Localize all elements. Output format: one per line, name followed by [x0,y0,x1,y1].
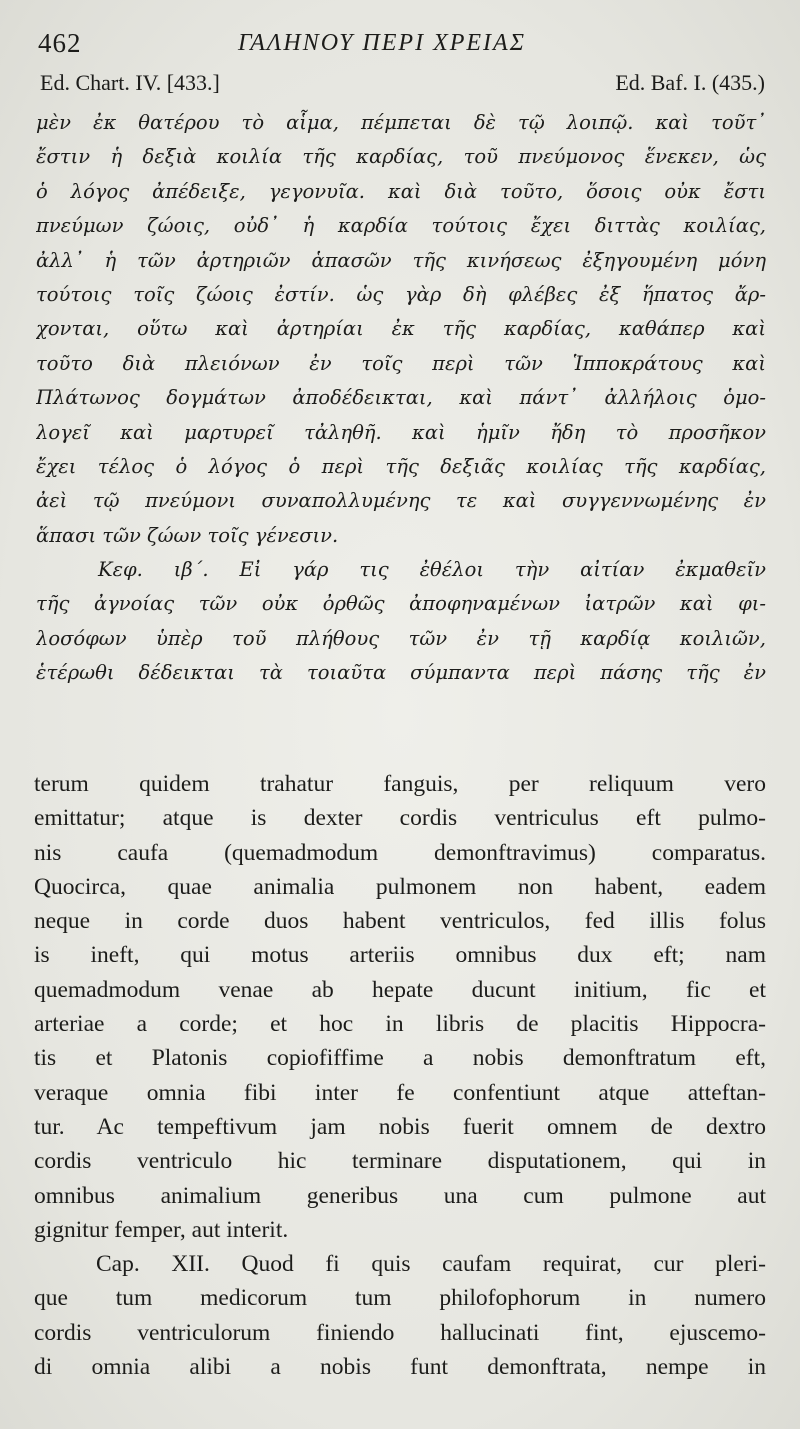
latin-line: Quocirca, quae animalia pulmonem non habent, eadem [34,873,766,900]
greek-line: λογεῖ καὶ μαρτυρεῖ τἀληθῆ. καὶ ἡμῖν ἤδη τὸ προσῆκον [36,420,766,444]
latin-line: quemadmodum venae ab hepate ducunt initium, fic et [34,976,766,1003]
latin-line: que tum medicorum tum philofophorum in numero [34,1285,766,1312]
greek-line: τούτοις τοῖς ζώοις ἐστίν. ὡς γὰρ δὴ φλέβες ἐξ ἥπατος ἄρ- [36,282,766,306]
latin-line: is ineft, qui motus arteriis omnibus dux eft; nam [34,942,766,969]
latin-line: nis caufa (quemadmodum demonftravimus) comparatus. [34,839,766,866]
latin-line: neque in corde duos habent ventriculos, fed illis folus [34,908,766,935]
greek-line: λοσόφων ὑπὲρ τοῦ πλήθους τῶν ἐν τῇ καρδίᾳ κοιλιῶν, [36,626,766,650]
latin-line: di omnia alibi a nobis funt demonftrata, nempe in [34,1354,766,1381]
edition-basel-reference: Ed. Baf. I. (435.) [615,70,765,95]
latin-line: arteriae a corde; et hoc in libris de placitis Hippocra- [34,1011,766,1038]
latin-line: emittatur; atque is dexter cordis ventriculus eft pulmo- [34,805,766,832]
greek-line: ἀλλ᾽ ἡ τῶν ἀρτηριῶν ἁπασῶν τῆς κινήσεως ἐξηγουμένη μόνη [36,248,766,272]
greek-line: τοῦτο διὰ πλειόνων ἐν τοῖς περὶ τῶν Ἱπποκράτους καὶ [36,351,766,375]
latin-line: terum quidem trahatur fanguis, per reliquum vero [34,771,766,797]
greek-line: μὲν ἐκ θατέρου τὸ αἷμα, πέμπεται δὲ τῷ λοιπῷ. καὶ τοῦτ᾽ [36,111,766,134]
page-header [38,24,768,64]
latin-line: tis et Platonis copiofiffime a nobis demonftratum eft, [34,1045,766,1072]
greek-line: ἅπασι τῶν ζώων τοῖς γένεσιν. [36,523,339,547]
greek-chapter-heading-line: Κεφ. ιβ΄. Εἰ γάρ τις ἐθέλοι τὴν αἰτίαν ἐκμαθεῖν [98,558,766,582]
greek-line: ἔχει τέλος ὁ λόγος ὁ περὶ τῆς δεξιᾶς κοιλίας τῆς καρδίας, [36,454,766,478]
greek-line: πνεύμων ζώοις, οὐδ᾽ ἡ καρδία τούτοις ἔχει διττὰς κοιλίας, [36,214,766,238]
edition-chart-reference: Ed. Chart. IV. [433.] [40,70,220,95]
latin-chapter-heading-line: Cap. XII. Quod fi quis caufam requirat, cur pleri- [96,1251,766,1278]
greek-line: χονται, οὕτω καὶ ἀρτηρίαι ἐκ τῆς καρδίας, καθάπερ καὶ [36,317,766,341]
greek-line: ὁ λόγος ἀπέδειξε, γεγονυῖα. καὶ διὰ τοῦτο, ὅσοις οὐκ ἔστι [36,179,766,203]
latin-text-block [34,767,766,1384]
greek-line: τῆς ἀγνοίας τῶν οὐκ ὀρθῶς ἀποφηναμένων ἰατρῶν καὶ φι- [36,592,766,616]
page-number: 462 [38,28,82,58]
latin-line: veraque omnia fibi inter fe confentiunt atque atteftan- [34,1079,766,1106]
edition-references [40,70,765,100]
latin-line: cordis ventriculorum finiendo hallucinati fint, ejuscemo- [34,1319,766,1346]
greek-line: Πλάτωνος δογμάτων ἀποδέδεικται, καὶ πάντ᾽ ἀλλήλοις ὁμο- [36,386,766,410]
latin-line: gignitur femper, aut interit. [34,1216,289,1243]
greek-text-block [36,106,766,691]
greek-line: ἀεὶ τῷ πνεύμονι συναπολλυμένης τε καὶ συγγεννωμένης ἐν [36,489,766,513]
latin-line: cordis ventriculo hic terminare disputationem, qui in [34,1148,766,1175]
greek-line: ἑτέρωθι δέδεικται τὰ τοιαῦτα σύμπαντα περὶ πάσης τῆς ἐν [36,661,766,685]
greek-line: ἔστιν ἡ δεξιὰ κοιλία τῆς καρδίας, τοῦ πνεύμονος ἕνεκεν, ὡς [36,145,766,169]
running-title: ΓΑΛΗΝΟΥ ΠΕΡΙ ΧΡΕΙΑΣ [238,30,526,56]
latin-line: omnibus animalium generibus una cum pulmone aut [34,1182,766,1209]
latin-line: tur. Ac tempeftivum jam nobis fuerit omnem de dextro [34,1113,766,1140]
